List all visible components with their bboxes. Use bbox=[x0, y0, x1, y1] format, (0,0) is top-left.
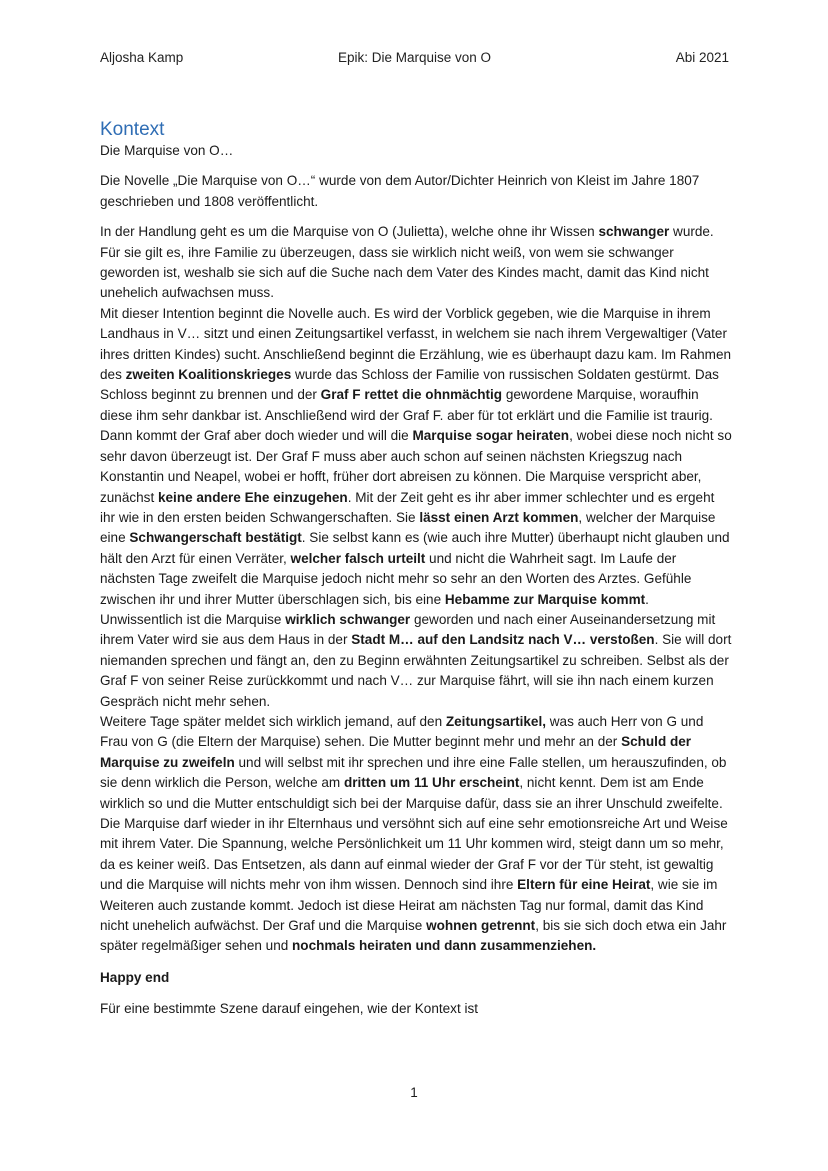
bold-phrase: nochmals heiraten und dann zusammenziehen. bbox=[292, 938, 597, 954]
text-run: , wobei diese noch nicht so sehr davon überzeugt ist. Der Graf F muss aber auch schon auf seinen nächsten Kriegszug nach Konstantin und Neapel, wobei er hofft, früher dort abreisen zu können. Die Marquise verspricht aber, zunächst bbox=[100, 428, 732, 505]
context-note: Für eine bestimmte Szene darauf eingehen, wie der Kontext ist bbox=[100, 1001, 479, 1017]
intro-paragraph: Die Novelle „Die Marquise von O…“ wurde von dem Autor/Dichter Heinrich von Kleist im Jahre 1807 geschrieben und 1808 veröffentlicht. bbox=[100, 173, 700, 209]
text-run: , bis sie sich doch etwa ein Jahr später regelmäßiger sehen und bbox=[100, 918, 727, 954]
page-number: 1 bbox=[410, 1085, 418, 1100]
text-run: . Mit der Zeit geht es ihr aber immer schlechter und es ergeht ihr wie in den ersten beiden Schwangerschaften. Sie bbox=[100, 489, 715, 525]
text-run: , welcher der Marquise eine bbox=[100, 509, 716, 546]
header-title: Epik: Die Marquise von O bbox=[338, 50, 492, 65]
bold-phrase: Marquise sogar heiraten bbox=[412, 428, 570, 444]
bold-phrase: Eltern für eine Heirat bbox=[517, 877, 651, 893]
text-run: wurde das Schloss der Familie von russischen Soldaten gestürmt. Das Schloss beginnt zu brennen und der bbox=[100, 367, 719, 403]
bold-phrase: dritten um 11 Uhr erscheint bbox=[343, 775, 520, 791]
text-run: Mit dieser Intention beginnt die Novelle auch. Es wird der Vorblick gegeben, wie die Marquise in ihrem Landhaus in V… sitzt und einen Zeitungsartikel verfasst, in welchem sie nach ihrem Vergewaltiger (Vater ihres dritten Kindes) sucht. Anschließend beginnt die Erzählung, wie es überhaupt dazu kam. Im Rahmen des bbox=[100, 305, 732, 383]
text-run: geworden und nach einer Auseinandersetzung mit ihrem Vater wird sie aus dem Haus in der bbox=[100, 611, 716, 648]
text-run: Weitere Tage später meldet sich wirklich jemand, auf den bbox=[100, 713, 446, 729]
text-run: was auch Herr von G und Frau von G (die Eltern der Marquise) sehen. Die Mutter beginnt mehr und mehr an der bbox=[100, 713, 704, 750]
text-run: In der Handlung geht es um die Marquise von O (Julietta), welche ohne ihr Wissen bbox=[100, 224, 599, 240]
bold-phrase: wirklich schwanger bbox=[285, 611, 411, 627]
bold-phrase: wohnen getrennt bbox=[426, 918, 536, 934]
plot-paragraph-3 bbox=[100, 712, 732, 957]
bold-phrase: Hebamme zur Marquise kommt bbox=[444, 591, 646, 607]
bold-phrase: schwanger bbox=[598, 224, 670, 240]
bold-phrase: Graf F rettet die ohnmächtig bbox=[320, 387, 503, 403]
bold-phrase: Zeitungsartikel, bbox=[445, 713, 546, 729]
bold-phrase: Stadt M… auf den Landsitz nach V… verstoßen bbox=[351, 632, 655, 648]
plot-paragraph-1 bbox=[100, 222, 732, 304]
text-run: , nicht kennt. Dem ist am Ende wirklich so und die Mutter entschuldigt sich bei der Marquise dafür, dass sie an ihrer Unschuld zweifelte. Die Marquise darf wieder in ihr Elternhaus und versöhnt sich auf eine sehr emotionsreiche Art und Weise mit ihrem Vater. Die Spannung, welche Persönlichkeit um 11 Uhr kommen wird, steigt dann um so mehr, da es keiner weiß. Das Entsetzen, als dann auf einmal wieder der Graf F vor der Tür steht, ist gewaltig und die Marquise will nichts mehr von ihm wissen. Dennoch sind ihre bbox=[100, 775, 728, 893]
bold-phrase: Schwangerschaft bestätigt bbox=[129, 530, 302, 546]
happy-end-label: Happy end bbox=[100, 969, 170, 985]
page-content bbox=[100, 117, 732, 1020]
text-run: , wie sie im Weiteren auch zustande kommt. Jedoch ist diese Heirat am nächsten Tag nur formal, damit das Kind nicht unehelich aufwächst. Der Graf und die Marquise bbox=[100, 877, 718, 934]
bold-phrase: keine andere Ehe einzugehen bbox=[157, 489, 348, 505]
bold-phrase: welcher falsch urteilt bbox=[290, 550, 426, 566]
text-run: . Sie selbst kann es (wie auch ihre Mutter) überhaupt nicht glauben und hält den Arzt für einen Verräter, bbox=[100, 530, 730, 566]
page-header bbox=[100, 50, 729, 70]
text-run: und nicht die Wahrheit sagt. Im Laufe der nächsten Tage zweifelt die Marquise jedoch nicht mehr so sehr an den Worten des Arztes. Gefühle zwischen ihr und ihrer Mutter überschlagen sich, bis eine bbox=[100, 550, 692, 607]
section-heading: Kontext bbox=[100, 119, 165, 140]
bold-phrase: Schuld der Marquise zu zweifeln bbox=[100, 734, 692, 770]
text-run: . Unwissentlich ist die Marquise bbox=[100, 591, 649, 627]
section-subtitle: Die Marquise von O… bbox=[100, 143, 234, 158]
text-run: wurde. Für sie gilt es, ihre Familie zu überzeugen, dass sie wirklich nicht weiß, von wem sie schwanger geworden ist, weshalb sie sich auf die Suche nach dem Vater des Kindes macht, damit das Kind nicht unehelich aufwachsen muss. bbox=[100, 224, 714, 301]
text-run: . Sie will dort niemanden sprechen und fängt an, den zu Beginn erwähnten Zeitungsartikel zu schreiben. Selbst als der Graf F von seiner Reise zurückkommt und nach V… zur Marquise fährt, will sie ihn nach einem kurzen Gespräch nicht mehr sehen. bbox=[100, 632, 732, 709]
bold-phrase: lässt einen Arzt kommen bbox=[419, 509, 579, 525]
text-run: gewordene Marquise, woraufhin diese ihm sehr dankbar ist. Anschließend wird der Graf F. aber für tot erklärt und die Familie ist traurig. Dann kommt der Graf aber doch wieder und will die bbox=[100, 387, 713, 444]
header-year: Abi 2021 bbox=[675, 50, 729, 65]
plot-paragraph-2 bbox=[100, 304, 732, 712]
header-author: Aljosha Kamp bbox=[100, 50, 184, 65]
bold-phrase: zweiten Koalitionskrieges bbox=[125, 367, 292, 383]
text-run: und will selbst mit ihr sprechen und ihre eine Falle stellen, um herauszufinden, ob sie denn wirklich die Person, welche am bbox=[100, 754, 727, 791]
